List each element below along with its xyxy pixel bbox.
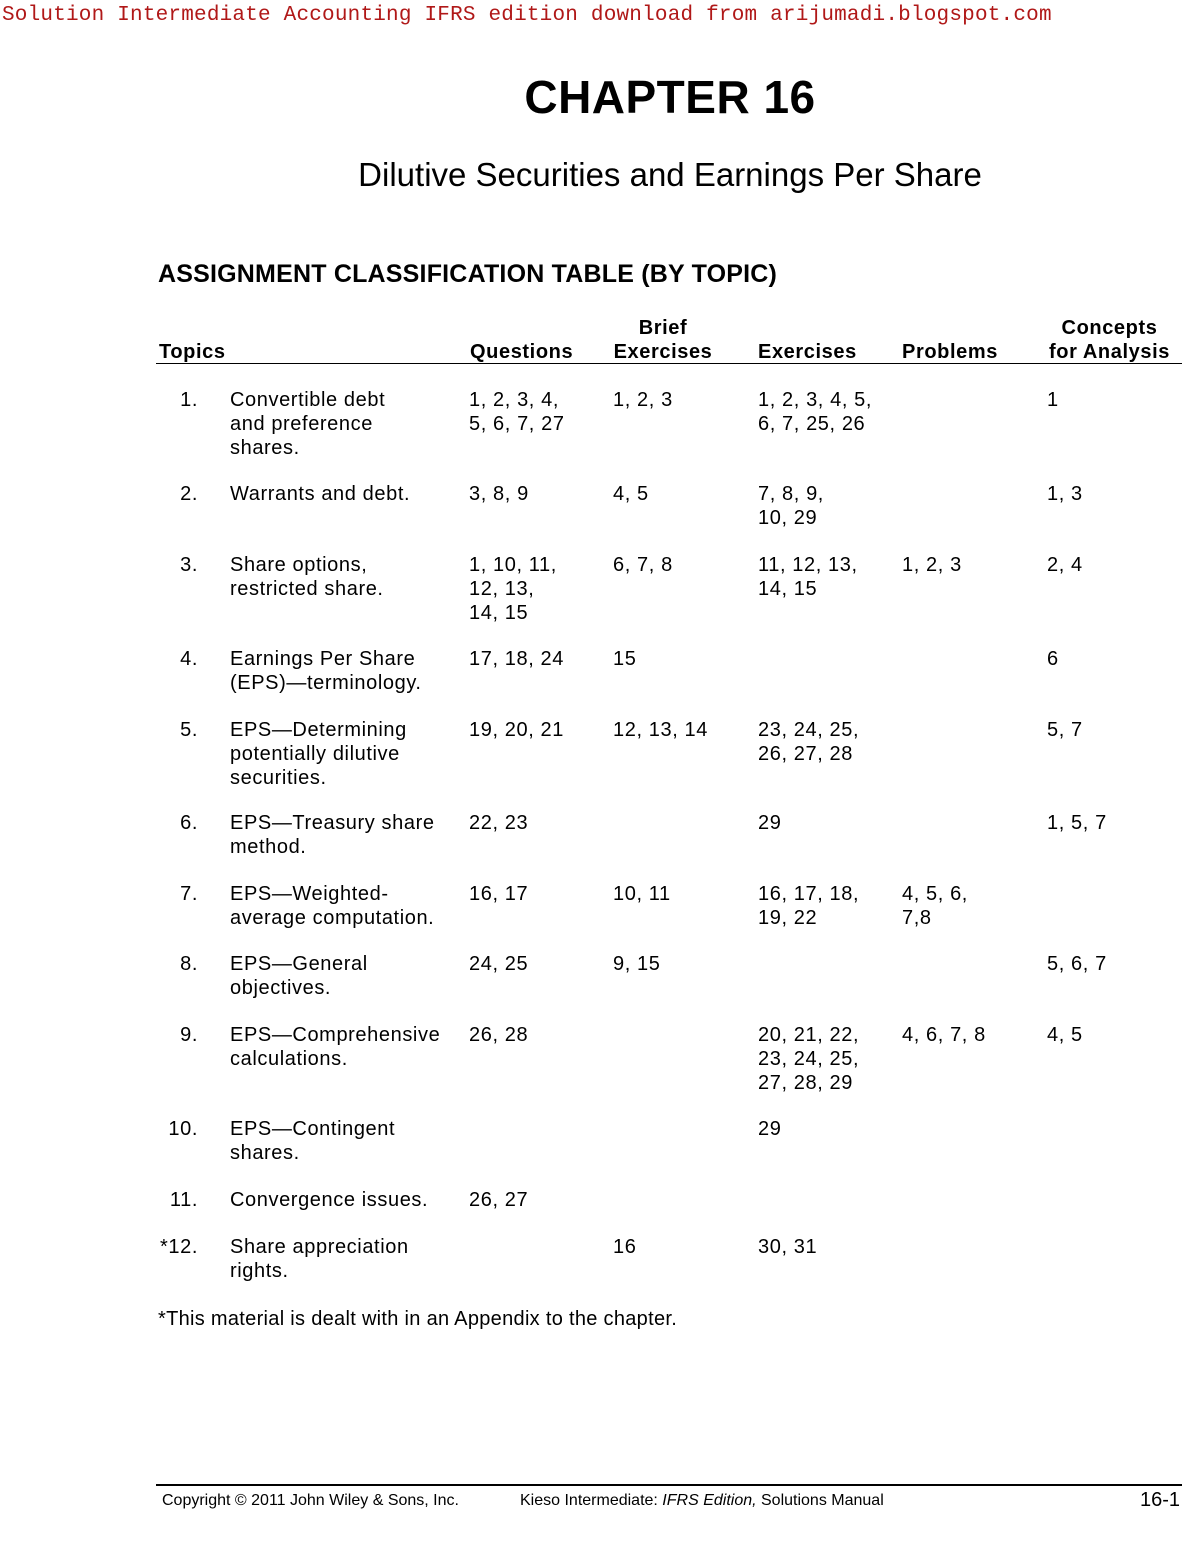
row-brief-exercises: 12, 13, 14 xyxy=(613,719,708,741)
row-questions: 3, 8, 9 xyxy=(469,483,529,505)
header-questions: Questions xyxy=(470,341,574,363)
row-topic: EPS—General objectives. xyxy=(230,953,368,999)
row-brief-exercises: 6, 7, 8 xyxy=(613,554,673,576)
row-number: 5. xyxy=(180,719,198,741)
chapter-subtitle: Dilutive Securities and Earnings Per Share xyxy=(358,156,982,193)
row-concepts: 1, 5, 7 xyxy=(1047,812,1107,834)
row-concepts: 1, 3 xyxy=(1047,483,1083,505)
row-brief-exercises: 9, 15 xyxy=(613,953,661,975)
page-number: 16-1 xyxy=(1139,1489,1180,1511)
row-brief-exercises: 4, 5 xyxy=(613,483,649,505)
row-questions: 26, 28 xyxy=(469,1024,529,1046)
row-number: 4. xyxy=(180,648,198,670)
row-concepts: 1 xyxy=(1047,389,1059,411)
footer-book-prefix: Kieso Intermediate: xyxy=(520,1492,663,1509)
row-concepts: 5, 6, 7 xyxy=(1047,953,1107,975)
row-questions: 1, 2, 3, 4, 5, 6, 7, 27 xyxy=(469,389,565,435)
row-exercises: 11, 12, 13, 14, 15 xyxy=(758,554,858,600)
row-topic: EPS—Contingent shares. xyxy=(230,1118,396,1164)
row-number: *12. xyxy=(160,1236,198,1258)
row-topic: Earnings Per Share (EPS)—terminology. xyxy=(230,648,422,694)
chapter-title: CHAPTER 16 xyxy=(524,71,816,123)
row-topic: EPS—Comprehensive calculations. xyxy=(230,1024,441,1070)
section-title: ASSIGNMENT CLASSIFICATION TABLE (BY TOPIC) xyxy=(158,260,778,288)
row-brief-exercises: 10, 11 xyxy=(613,883,671,905)
row-topic: EPS—Weighted- average computation. xyxy=(230,883,435,929)
row-exercises: 29 xyxy=(758,1118,782,1140)
row-concepts: 4, 5 xyxy=(1047,1024,1083,1046)
row-number: 8. xyxy=(180,953,198,975)
row-number: 7. xyxy=(180,883,198,905)
row-topic: Share options, restricted share. xyxy=(230,554,384,600)
row-number: 11. xyxy=(169,1189,198,1211)
row-exercises: 30, 31 xyxy=(758,1236,818,1258)
row-topic: Convergence issues. xyxy=(230,1189,429,1211)
row-questions: 19, 20, 21 xyxy=(469,719,564,741)
row-topic: Warrants and debt. xyxy=(230,483,411,505)
row-problems: 4, 5, 6, 7,8 xyxy=(902,883,968,929)
footer-book-suffix: Solutions Manual xyxy=(756,1492,884,1509)
footer-book-title xyxy=(520,1492,884,1510)
row-concepts: 5, 7 xyxy=(1047,719,1083,741)
row-number: 3. xyxy=(180,554,198,576)
row-questions: 22, 23 xyxy=(469,812,529,834)
row-exercises: 20, 21, 22, 23, 24, 25, 27, 28, 29 xyxy=(758,1024,860,1094)
row-topic: EPS—Determining potentially dilutive securities. xyxy=(230,719,407,789)
appendix-footnote: *This material is dealt with in an Appendix to the chapter. xyxy=(158,1308,678,1330)
row-questions: 24, 25 xyxy=(469,953,529,975)
row-number: 9. xyxy=(180,1024,198,1046)
row-number: 2. xyxy=(180,483,198,505)
row-topic: Convertible debt and preference shares. xyxy=(230,389,386,459)
row-questions: 17, 18, 24 xyxy=(469,648,564,670)
header-topics: Topics xyxy=(159,341,226,363)
row-exercises: 29 xyxy=(758,812,782,834)
header-brief-exercises: Brief Exercises xyxy=(613,317,713,363)
row-number: 10. xyxy=(168,1118,198,1140)
row-questions: 16, 17 xyxy=(469,883,529,905)
row-topic: EPS—Treasury share method. xyxy=(230,812,435,858)
row-number: 6. xyxy=(180,812,198,834)
header-problems: Problems xyxy=(902,341,998,363)
footer-book-edition: IFRS Edition, xyxy=(662,1492,757,1509)
row-brief-exercises: 16 xyxy=(613,1236,637,1258)
footer-rule xyxy=(156,1484,1182,1486)
row-number: 1. xyxy=(180,389,198,411)
row-exercises: 1, 2, 3, 4, 5, 6, 7, 25, 26 xyxy=(758,389,873,435)
row-questions: 26, 27 xyxy=(469,1189,529,1211)
row-exercises: 16, 17, 18, 19, 22 xyxy=(758,883,860,929)
row-exercises: 7, 8, 9, 10, 29 xyxy=(758,483,824,529)
header-exercises: Exercises xyxy=(758,341,857,363)
row-exercises: 23, 24, 25, 26, 27, 28 xyxy=(758,719,860,765)
row-brief-exercises: 1, 2, 3 xyxy=(613,389,673,411)
row-problems: 1, 2, 3 xyxy=(902,554,962,576)
row-topic: Share appreciation rights. xyxy=(230,1236,409,1282)
source-banner: Solution Intermediate Accounting IFRS edition download from arijumadi.blogspot.com xyxy=(2,4,1052,27)
row-brief-exercises: 15 xyxy=(613,648,637,670)
footer-copyright: Copyright © 2011 John Wiley & Sons, Inc. xyxy=(162,1492,459,1509)
row-concepts: 6 xyxy=(1047,648,1059,670)
header-rule xyxy=(156,363,1182,364)
row-concepts: 2, 4 xyxy=(1047,554,1083,576)
row-questions: 1, 10, 11, 12, 13, 14, 15 xyxy=(469,554,557,624)
row-problems: 4, 6, 7, 8 xyxy=(902,1024,986,1046)
header-concepts-for-analysis: Concepts for Analysis xyxy=(1049,317,1170,363)
